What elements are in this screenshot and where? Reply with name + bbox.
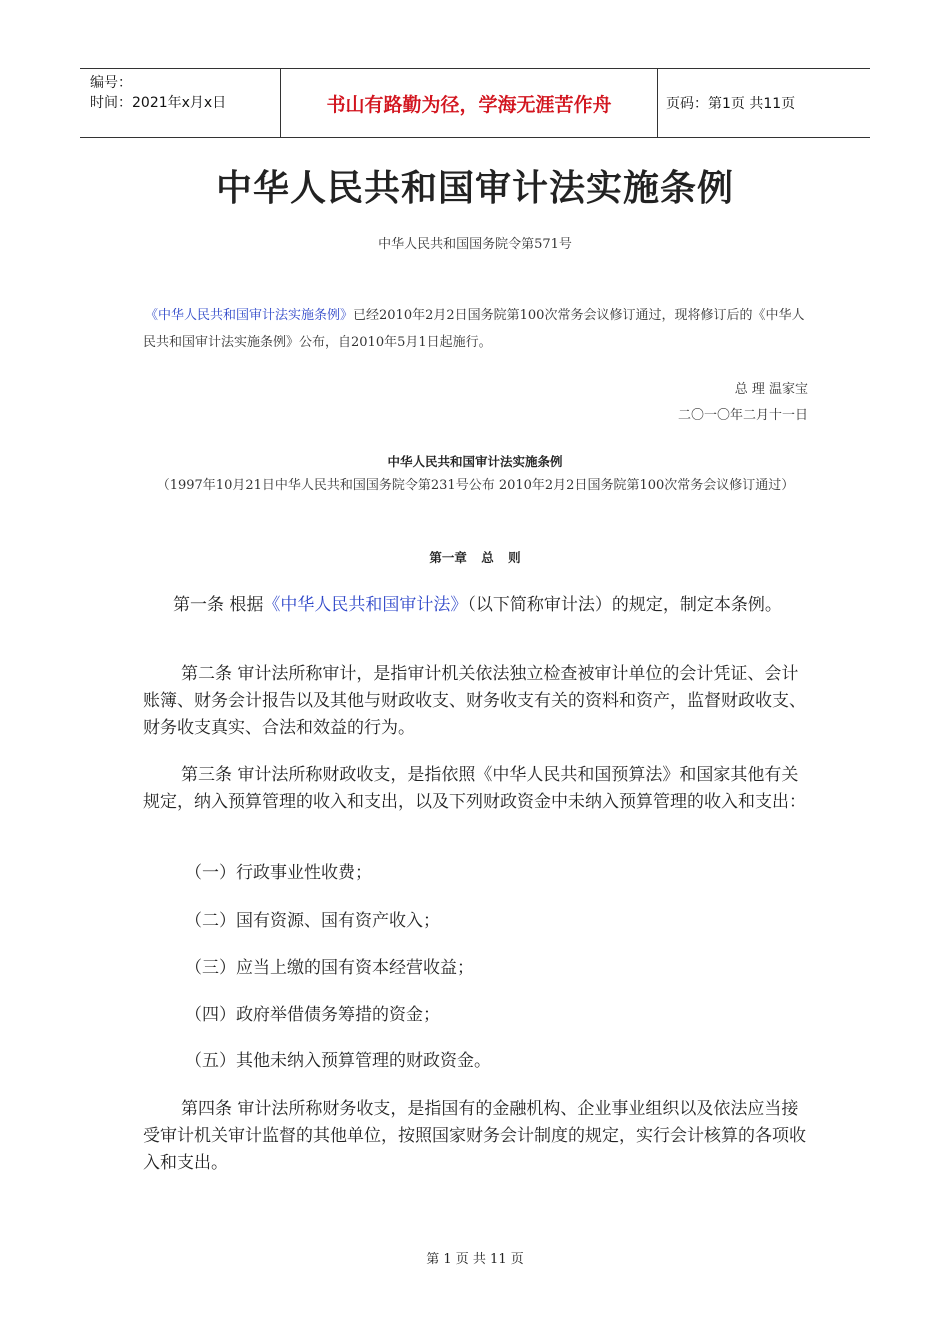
article-3: 第三条 审计法所称财政收支，是指依照《中华人民共和国预算法》和国家其他有关规定，纳入预算管理的收入和支出，以及下列财政资金中未纳入预算管理的收入和支出： xyxy=(143,765,806,812)
signature-name: 总 理 温家宝 xyxy=(734,382,808,397)
article-2: 第二条 审计法所称审计，是指审计机关依法独立检查被审计单位的会计凭证、会计账簿、财务会计报告以及其他与财政收支、财务收支有关的资料和资产，监督财政收支、财务收支真实、合法和效益的行为。 xyxy=(143,664,806,738)
intro-text: 已经2010年2月2日国务院第100次常务会议修订通过，现将修订后的《中华人民共和国审计法实施条例》公布，自2010年5月1日起施行。 xyxy=(143,308,805,350)
document-title: 中华人民共和国审计法实施条例 xyxy=(215,168,734,209)
list-item: （三）应当上缴的国有资本经营收益； xyxy=(185,958,474,978)
article-1-prefix: 第一条 根据 xyxy=(173,595,264,615)
list-item: （二）国有资源、国有资产收入； xyxy=(185,911,440,931)
regulation-subtitle: 中华人民共和国审计法实施条例 xyxy=(387,454,563,469)
number-label: 编号： xyxy=(90,75,132,91)
chapter-heading: 第一章 总 则 xyxy=(429,550,521,565)
page-footer: 第 1 页 共 11 页 xyxy=(426,1252,524,1267)
header-meta xyxy=(80,69,280,137)
list-item: （四）政府举借债务筹措的资金； xyxy=(185,1005,440,1025)
signature-date: 二〇一〇年二月十一日 xyxy=(677,408,808,423)
article-1-suffix: （以下简称审计法）的规定，制定本条例。 xyxy=(467,595,782,615)
header-motto: 书山有路勤为径，学海无涯苦作舟 xyxy=(280,69,658,137)
list-item: （一）行政事业性收费； xyxy=(185,863,372,883)
list-item: （五）其他未纳入预算管理的财政资金。 xyxy=(185,1051,491,1071)
audit-law-link[interactable]: 《中华人民共和国审计法》 xyxy=(263,595,468,615)
page-header xyxy=(80,68,870,138)
article-4: 第四条 审计法所称财务收支，是指国有的金融机构、企业事业组织以及依法应当接受审计机关审计监督的其他单位，按照国家财务会计制度的规定，实行会计核算的各项收入和支出。 xyxy=(143,1099,806,1173)
header-page-info: 页码：第1页 共11页 xyxy=(666,96,796,112)
intro-paragraph xyxy=(143,302,808,356)
time-label: 时间：2021年x月x日 xyxy=(90,95,227,111)
regulation-link[interactable]: 《中华人民共和国审计法实施条例》 xyxy=(145,308,354,323)
decree-number: 中华人民共和国国务院令第571号 xyxy=(378,237,572,252)
article-1 xyxy=(143,592,808,619)
revision-note: （1997年10月21日中华人民共和国国务院令第231号公布 2010年2月2日国务院第100次常务会议修订通过） xyxy=(156,478,795,493)
